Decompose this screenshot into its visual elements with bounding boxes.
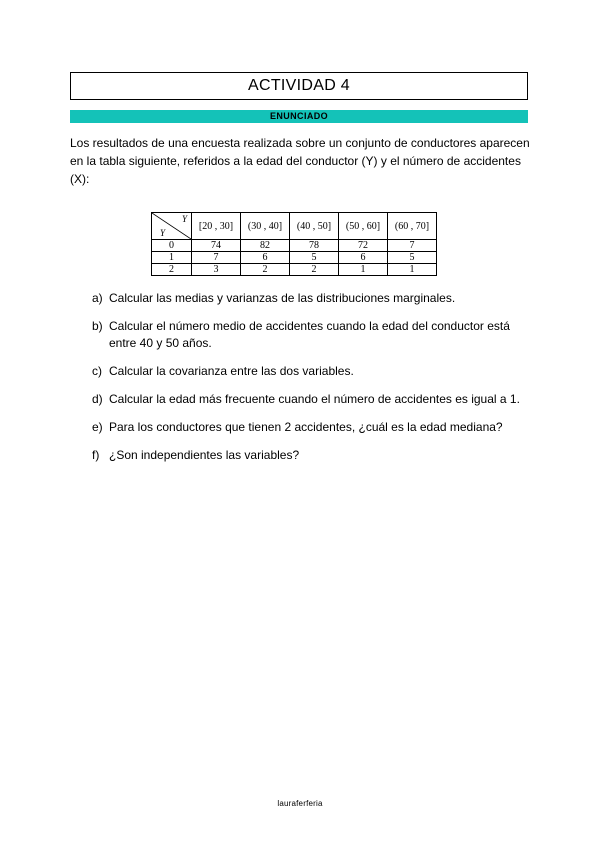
question-text: Calcular la edad más frecuente cuando el número de accidentes es igual a 1. <box>109 392 520 406</box>
question-letter: a) <box>92 291 103 305</box>
table-corner-cell <box>152 213 192 240</box>
table-cell: 6 <box>339 252 388 264</box>
table-cell: 78 <box>290 240 339 252</box>
question-item <box>92 447 532 464</box>
question-text: ¿Son independientes las variables? <box>109 448 300 462</box>
table-cell: 74 <box>192 240 241 252</box>
row-label: 0 <box>152 240 192 252</box>
table-cell: 2 <box>290 264 339 276</box>
footer-credit: lauraferferia <box>277 799 323 808</box>
row-label: 2 <box>152 264 192 276</box>
table-header-cell: (50 , 60] <box>339 213 388 240</box>
table-cell: 7 <box>388 240 437 252</box>
table-header-cell: (40 , 50] <box>290 213 339 240</box>
corner-label-bottom: Y <box>160 228 166 238</box>
question-letter: c) <box>92 364 102 378</box>
question-item <box>92 318 532 352</box>
page-title: ACTIVIDAD 4 <box>70 72 528 100</box>
table-header-cell: (30 , 40] <box>241 213 290 240</box>
table-cell: 5 <box>388 252 437 264</box>
table-cell: 6 <box>241 252 290 264</box>
table-cell: 82 <box>241 240 290 252</box>
table-row <box>152 240 437 252</box>
question-item <box>92 363 532 380</box>
question-letter: b) <box>92 319 103 333</box>
row-label: 1 <box>152 252 192 264</box>
table-row <box>152 252 437 264</box>
question-letter: d) <box>92 392 103 406</box>
table-row <box>152 264 437 276</box>
table-cell: 3 <box>192 264 241 276</box>
question-text: Calcular el número medio de accidentes cuando la edad del conductor está entre 40 y 50 años. <box>109 319 510 350</box>
question-text: Calcular las medias y varianzas de las distribuciones marginales. <box>109 291 456 305</box>
table-cell: 1 <box>388 264 437 276</box>
question-item <box>92 290 532 307</box>
table-cell: 72 <box>339 240 388 252</box>
question-letter: f) <box>92 448 100 462</box>
table-header-row <box>152 213 437 240</box>
question-item <box>92 391 532 408</box>
question-text: Para los conductores que tienen 2 accidentes, ¿cuál es la edad mediana? <box>109 420 503 434</box>
intro-paragraph: Los resultados de una encuesta realizada sobre un conjunto de conductores aparecen en la tabla siguiente, referidos a la edad del conductor (Y) y el número de accidentes (X): <box>70 136 530 186</box>
data-table <box>151 212 437 276</box>
question-list <box>92 290 532 464</box>
question-item <box>92 419 532 436</box>
table-header-cell: (60 , 70] <box>388 213 437 240</box>
question-text: Calcular la covarianza entre las dos variables. <box>109 364 354 378</box>
table-cell: 5 <box>290 252 339 264</box>
table-header-cell: [20 , 30] <box>192 213 241 240</box>
table-cell: 7 <box>192 252 241 264</box>
table-cell: 2 <box>241 264 290 276</box>
question-letter: e) <box>92 420 103 434</box>
corner-label-top: Y <box>181 214 187 224</box>
table-cell: 1 <box>339 264 388 276</box>
section-banner: ENUNCIADO <box>70 110 528 123</box>
